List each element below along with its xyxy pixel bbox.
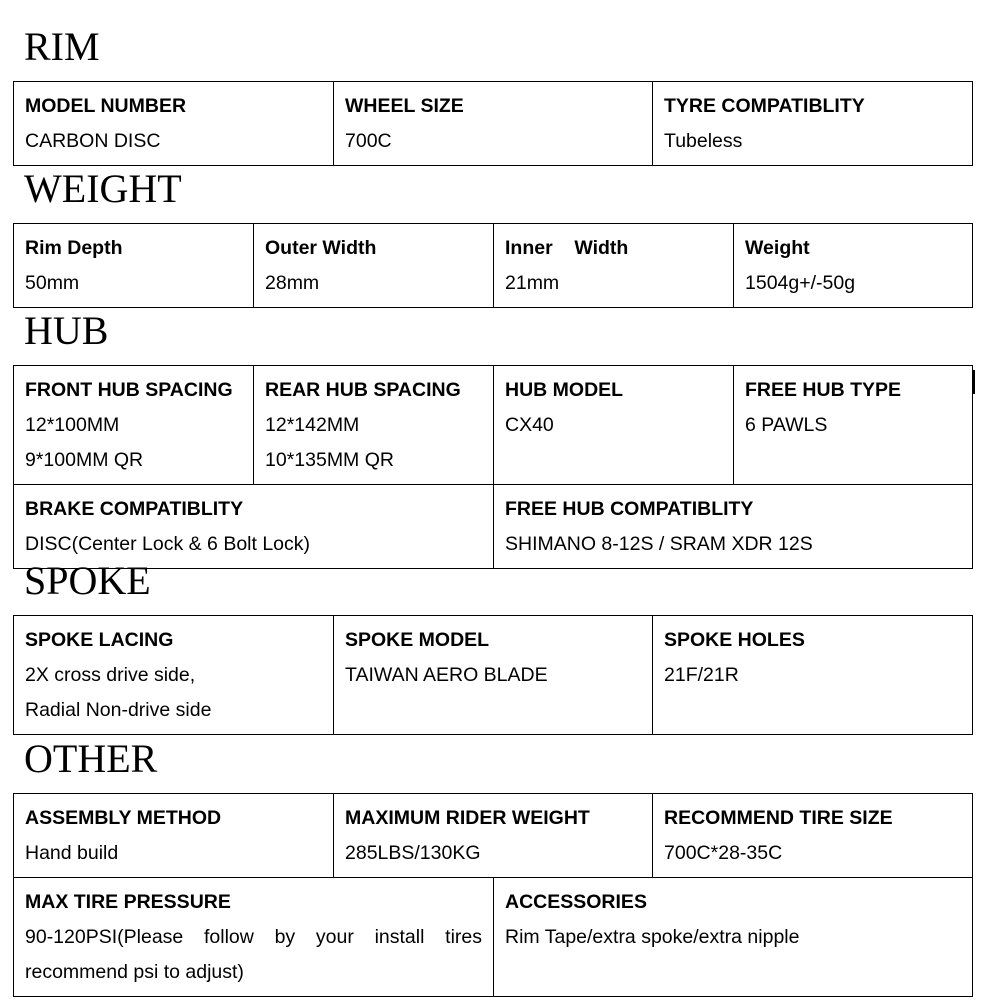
outer-width-value: 28mm [265, 272, 320, 294]
spoke-model-label: SPOKE MODEL [345, 629, 490, 651]
spoke-lacing-label: SPOKE LACING [25, 629, 174, 651]
model-number-cell [14, 82, 334, 166]
weight-section-title: WEIGHT [24, 166, 182, 211]
tyre-compat-label: TYRE COMPATIBLITY [664, 95, 865, 117]
text-cursor [973, 370, 975, 394]
table-row [14, 485, 973, 569]
free-hub-compat-value: SHIMANO 8-12S / SRAM XDR 12S [505, 533, 813, 555]
wheel-size-value: 700C [345, 130, 392, 152]
front-hub-spacing-value-1: 12*100MM [25, 414, 120, 436]
spoke-lacing-value-1: 2X cross drive side, [25, 664, 196, 686]
brake-compat-value: DISC(Center Lock & 6 Bolt Lock) [25, 533, 311, 555]
table-row [14, 82, 973, 166]
hub-section-title: HUB [24, 308, 109, 353]
inner-width-value: 21mm [505, 272, 560, 294]
spoke-holes-label: SPOKE HOLES [664, 629, 805, 651]
accessories-value: Rim Tape/extra spoke/extra nipple [505, 926, 800, 948]
hub-model-value: CX40 [505, 414, 554, 436]
max-rider-weight-label: MAXIMUM RIDER WEIGHT [345, 807, 590, 829]
outer-width-label: Outer Width [265, 237, 377, 259]
tyre-compat-value: Tubeless [664, 130, 743, 152]
model-number-value: CARBON DISC [25, 130, 161, 152]
front-hub-spacing-value-2: 9*100MM QR [25, 449, 144, 471]
inner-width-cell [494, 224, 734, 308]
wheel-size-label: WHEEL SIZE [345, 95, 464, 117]
recommend-tire-size-cell [653, 794, 973, 878]
rim-depth-value: 50mm [25, 272, 80, 294]
max-rider-weight-value: 285LBS/130KG [345, 842, 481, 864]
other-spec-table [13, 793, 973, 997]
rim-spec-table [13, 81, 973, 166]
spoke-section-title: SPOKE [24, 558, 151, 603]
table-row [14, 366, 973, 485]
rear-hub-spacing-value-2: 10*135MM QR [265, 449, 394, 471]
hub-spec-table [13, 365, 973, 569]
max-tire-pressure-cell [14, 878, 494, 997]
free-hub-type-value: 6 PAWLS [745, 414, 828, 436]
spoke-holes-cell [653, 616, 973, 735]
rear-hub-spacing-value-1: 12*142MM [265, 414, 360, 436]
assembly-method-label: ASSEMBLY METHOD [25, 807, 222, 829]
brake-compat-label: BRAKE COMPATIBLITY [25, 498, 244, 520]
tyre-compat-cell [653, 82, 973, 166]
weight-value: 1504g+/-50g [745, 272, 856, 294]
accessories-cell [494, 878, 973, 997]
wheel-size-cell [334, 82, 653, 166]
spoke-model-cell [334, 616, 653, 735]
spoke-model-value: TAIWAN AERO BLADE [345, 664, 548, 686]
recommend-tire-size-value: 700C*28-35C [664, 842, 783, 864]
front-hub-spacing-label: FRONT HUB SPACING [25, 379, 233, 401]
free-hub-compat-cell [494, 485, 973, 569]
assembly-method-value: Hand build [25, 842, 119, 864]
rear-hub-spacing-label: REAR HUB SPACING [265, 379, 461, 401]
max-tire-pressure-label: MAX TIRE PRESSURE [25, 891, 231, 913]
weight-spec-table [13, 223, 973, 308]
table-row [14, 794, 973, 878]
hub-model-label: HUB MODEL [505, 379, 624, 401]
table-row [14, 616, 973, 735]
max-tire-pressure-value: 90-120PSI(Please follow by your install tires recommend psi to adjust) [25, 926, 482, 983]
free-hub-type-label: FREE HUB TYPE [745, 379, 902, 401]
max-rider-weight-cell [334, 794, 653, 878]
rim-section-title: RIM [24, 24, 100, 69]
spoke-holes-value: 21F/21R [664, 664, 739, 686]
model-number-label: MODEL NUMBER [25, 95, 187, 117]
spoke-spec-table [13, 615, 973, 735]
brake-compat-cell [14, 485, 494, 569]
assembly-method-cell [14, 794, 334, 878]
free-hub-type-cell [734, 366, 973, 485]
weight-cell [734, 224, 973, 308]
inner-width-label: Inner Width [505, 237, 629, 259]
rim-depth-cell [14, 224, 254, 308]
accessories-label: ACCESSORIES [505, 891, 647, 913]
rim-depth-label: Rim Depth [25, 237, 123, 259]
table-row [14, 224, 973, 308]
weight-label: Weight [745, 237, 810, 259]
outer-width-cell [254, 224, 494, 308]
table-row [14, 878, 973, 997]
recommend-tire-size-label: RECOMMEND TIRE SIZE [664, 807, 893, 829]
spoke-lacing-value-2: Radial Non-drive side [25, 699, 212, 721]
rear-hub-spacing-cell [254, 366, 494, 485]
free-hub-compat-label: FREE HUB COMPATIBLITY [505, 498, 754, 520]
other-section-title: OTHER [24, 736, 158, 781]
front-hub-spacing-cell [14, 366, 254, 485]
hub-model-cell [494, 366, 734, 485]
spoke-lacing-cell [14, 616, 334, 735]
